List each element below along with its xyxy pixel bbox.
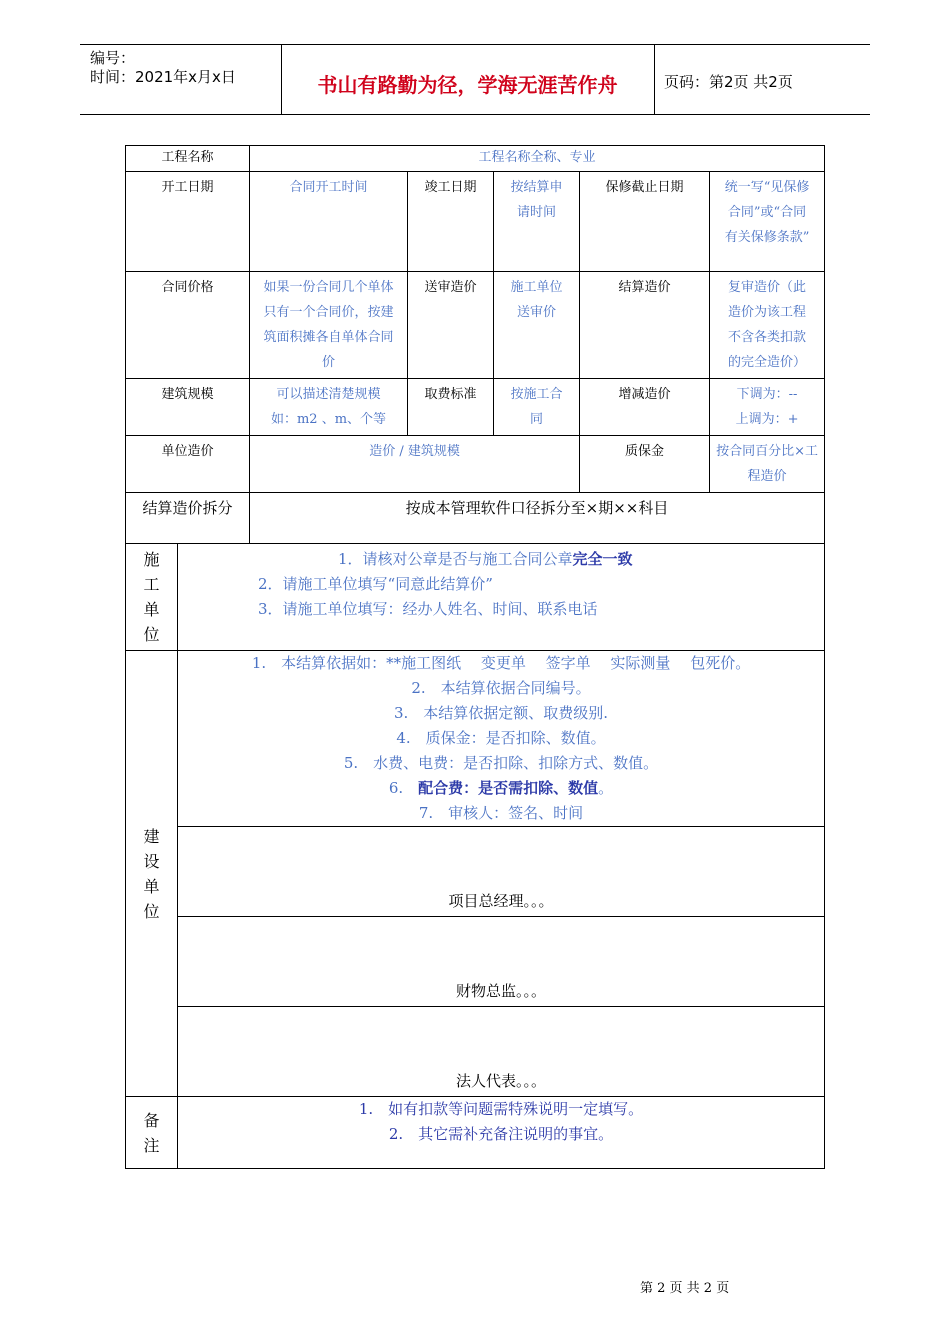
owner-item-4: 4. 质保金：是否扣除、数值。 bbox=[396, 729, 606, 747]
start-date-label: 开工日期 bbox=[126, 172, 250, 272]
owner-item-3: 3. 本结算依据定额、取费级别. bbox=[393, 704, 609, 722]
header-meta bbox=[90, 49, 236, 87]
settlement-price-value: 复审造价（此造价为该工程不含各类扣款的完全造价） bbox=[710, 272, 825, 379]
remarks-list bbox=[178, 1097, 825, 1169]
header-page-label: 页码：第2页 共2页 bbox=[664, 73, 793, 91]
owner-item-5: 5. 水费、电费：是否扣除、扣除方式、数值。 bbox=[343, 754, 659, 772]
project-name-label: 工程名称 bbox=[126, 146, 250, 172]
fee-standard-value: 按施工合同 bbox=[494, 379, 580, 436]
retention-value: 按合同百分比×工程造价 bbox=[710, 436, 825, 493]
completion-date-value: 按结算申请时间 bbox=[494, 172, 580, 272]
owner-item-1: 1. 本结算依据如：**施工图纸 变更单 签字单 实际测量 包死价。 bbox=[251, 654, 751, 672]
time-label: 时间：2021年x月x日 bbox=[90, 68, 236, 86]
contractor-label: 施工单位 bbox=[126, 544, 178, 651]
owner-basis-list bbox=[178, 651, 825, 827]
sign-legal-representative: 法人代表。。。 bbox=[178, 1007, 825, 1097]
warranty-end-label: 保修截止日期 bbox=[580, 172, 710, 272]
remark-item-2: 2. 其它需补充备注说明的事宜。 bbox=[388, 1125, 614, 1143]
retention-label: 质保金 bbox=[580, 436, 710, 493]
sign-project-manager: 项目总经理。。。 bbox=[178, 827, 825, 917]
remarks-label: 备注 bbox=[126, 1097, 178, 1169]
sign-finance-director: 财物总监。。。 bbox=[178, 917, 825, 1007]
start-date-value: 合同开工时间 bbox=[250, 172, 408, 272]
settlement-form-table bbox=[125, 145, 825, 1169]
fee-standard-label: 取费标准 bbox=[408, 379, 494, 436]
contractor-instructions bbox=[178, 544, 825, 651]
contract-price-value: 如果一份合同几个单体只有一个合同价，按建筑面积摊各自单体合同价 bbox=[250, 272, 408, 379]
contractor-item-2: 2．请施工单位填写“同意此结算价” bbox=[258, 575, 493, 593]
number-label: 编号： bbox=[90, 49, 136, 67]
owner-label: 建设单位 bbox=[126, 651, 178, 1097]
adjust-price-label: 增减造价 bbox=[580, 379, 710, 436]
scale-label: 建筑规模 bbox=[126, 379, 250, 436]
owner-item-6: 6. 配合费：是否需扣除、数值。 bbox=[388, 779, 614, 797]
owner-item-7: 7. 审核人：签名、时间 bbox=[418, 804, 584, 822]
contract-price-label: 合同价格 bbox=[126, 272, 250, 379]
document-header bbox=[80, 44, 870, 115]
unit-price-value: 造价 / 建筑规模 bbox=[250, 436, 580, 493]
unit-price-label: 单位造价 bbox=[126, 436, 250, 493]
header-divider bbox=[654, 45, 655, 114]
header-motto: 书山有路勤为径，学海无涯苦作舟 bbox=[317, 73, 618, 97]
project-name-value: 工程名称全称、专业 bbox=[250, 146, 825, 172]
adjust-price-value: 下调为：-- 上调为：+ bbox=[710, 379, 825, 436]
page-footer: 第 2 页 共 2 页 bbox=[640, 1281, 730, 1296]
completion-date-label: 竣工日期 bbox=[408, 172, 494, 272]
remark-item-1: 1. 如有扣款等问题需特殊说明一定填写。 bbox=[358, 1100, 644, 1118]
contractor-item-1: 1．请核对公章是否与施工合同公章完全一致 bbox=[338, 550, 633, 568]
contractor-item-3: 3．请施工单位填写：经办人姓名、时间、联系电话 bbox=[258, 600, 598, 618]
split-label: 结算造价拆分 bbox=[126, 493, 250, 544]
warranty-end-value: 统一写“见保修合同”或“合同有关保修条款” bbox=[710, 172, 825, 272]
split-value: 按成本管理软件口径拆分至×期××科目 bbox=[250, 493, 825, 544]
submitted-price-label: 送审造价 bbox=[408, 272, 494, 379]
owner-item-2: 2. 本结算依据合同编号。 bbox=[411, 679, 591, 697]
settlement-price-label: 结算造价 bbox=[580, 272, 710, 379]
scale-value: 可以描述清楚规模如：m2 、m、个等 bbox=[250, 379, 408, 436]
submitted-price-value: 施工单位送审价 bbox=[494, 272, 580, 379]
